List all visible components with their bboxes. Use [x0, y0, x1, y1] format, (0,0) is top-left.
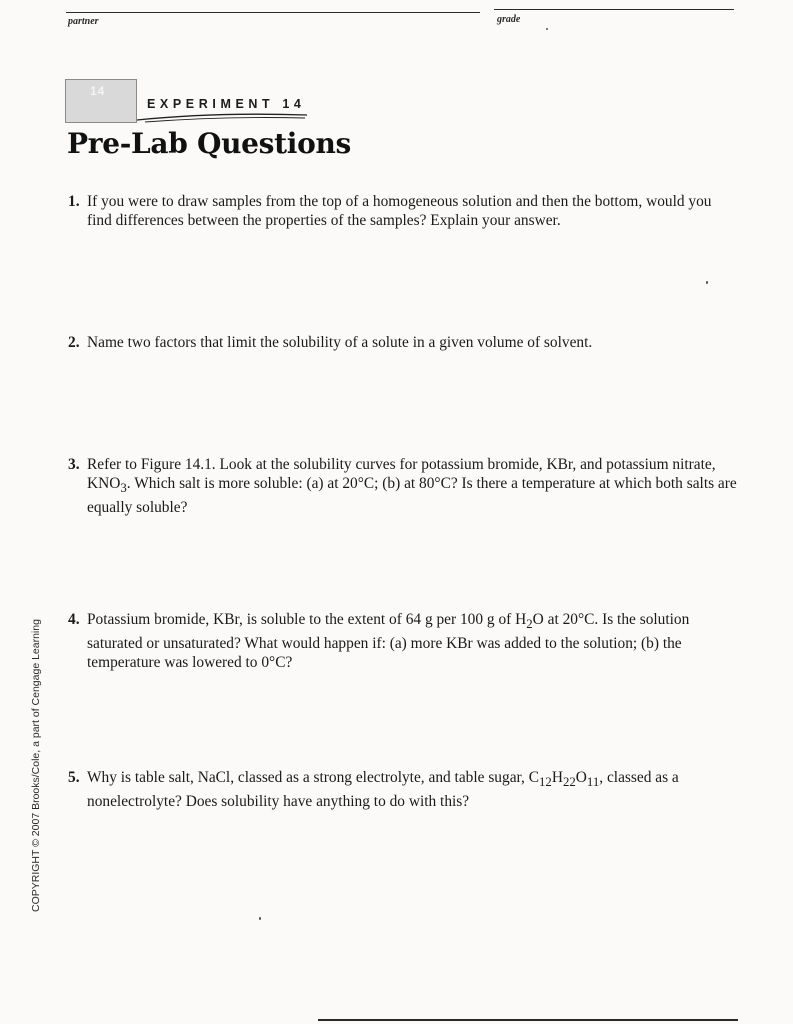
- question-4: 4. Potassium bromide, KBr, is soluble to the extent of 64 g per 100 g of $H_2O$ at 20°C. Is the solution saturated or unsaturated? What would happen if: (a) more KBr was added to the solution; (b) the temperature was lowered to 0°C?: [68, 611, 690, 672]
- grade-line: [494, 9, 734, 10]
- question-2: 2. Name two factors that limit the solubility of a solute in a given volume of solvent.: [68, 334, 593, 351]
- partner-line: [66, 12, 480, 13]
- banner-swoosh-icon: [135, 110, 310, 124]
- experiment-label: EXPERIMENT 14: [147, 97, 306, 111]
- question-3: 3. Refer to Figure 14.1. Look at the solubility curves for potassium bromide, KBr, and potassium nitrate, $KNO_3$. Which salt is more soluble: (a) at 20°C; (b) at 80°C? Is there a temperature at which both salts are equally soluble?: [68, 456, 737, 517]
- scan-speck: [259, 917, 261, 920]
- page-title: Pre-Lab Questions: [67, 127, 351, 160]
- partner-label: partner: [68, 16, 99, 27]
- scan-speck: [706, 281, 708, 284]
- experiment-number: 14: [90, 84, 106, 98]
- question-5: 5. Why is table salt, NaCl, classed as a strong electrolyte, and table sugar, $C_{12}H_{22}O_{11}$, classed as a nonelectrolyte? Does solubility have anything to do with this?: [68, 769, 679, 811]
- copyright-notice: COPYRIGHT © 2007 Brooks/Cole, a part of Cengage Learning: [30, 619, 42, 912]
- grade-label: grade: [497, 14, 521, 25]
- scan-speck: [546, 28, 548, 30]
- bottom-edge-line: [318, 1019, 738, 1021]
- question-1: 1. If you were to draw samples from the top of a homogeneous solution and then the bottom, would you find differences between the properties of the samples? Explain your answer.: [68, 193, 712, 229]
